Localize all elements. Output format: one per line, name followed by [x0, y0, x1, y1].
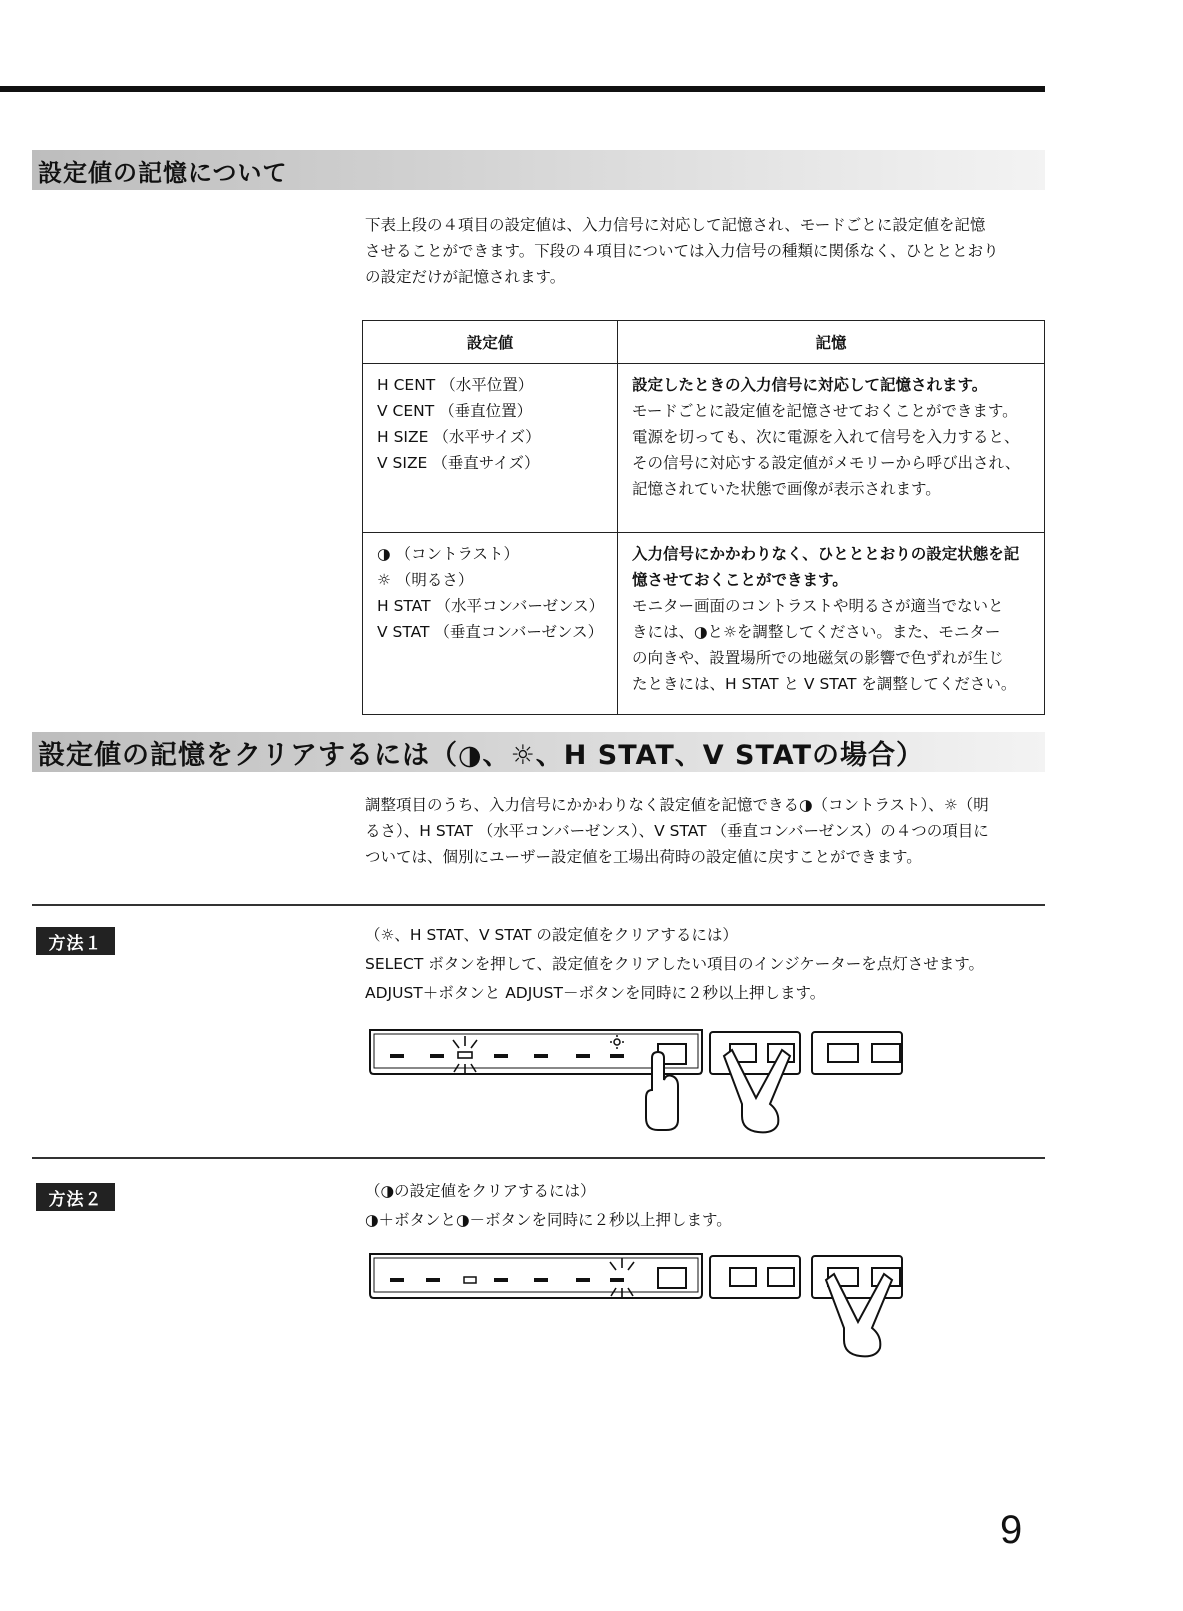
setting-item: H CENT （水平位置）: [377, 376, 534, 394]
table-row: [363, 364, 1045, 533]
table-cell-description: [618, 533, 1045, 715]
indicator-lamps: [390, 1278, 624, 1282]
memory-summary: 入力信号にかかわりなく、ひとととおりの設定状態を記: [632, 545, 1020, 563]
clear-line: ついては、個別にユーザー設定値を工場出荷時の設定値に戻すことができます。: [365, 848, 922, 866]
method2-text: [365, 1177, 1045, 1235]
memory-desc-line: 電源を切っても、次に電源を入れて信号を入力すると、: [632, 428, 1020, 446]
setting-item: H SIZE （水平サイズ）: [377, 428, 541, 446]
contrast-minus-button: [828, 1044, 858, 1062]
setting-item: V SIZE （垂直サイズ）: [377, 454, 540, 472]
memory-desc-line: その信号に対応する設定値がメモリーから呼び出され、: [632, 454, 1021, 472]
memory-desc-line: の向きや、設置場所での地磁気の影響で色ずれが生じ: [632, 649, 1004, 667]
method2-line: ◑＋ボタンと◑－ボタンを同時に２秒以上押します。: [365, 1211, 732, 1229]
clear-paragraph: [365, 792, 1045, 870]
blinking-indicator-icon: [453, 1036, 477, 1074]
indicator-lamp-off: [464, 1277, 476, 1283]
setting-item: V CENT （垂直位置）: [377, 402, 533, 420]
table-cell-items: [363, 533, 618, 715]
table-header-setting: 設定値: [363, 321, 618, 364]
memory-desc-line: たときには、H STAT と V STAT を調整してください。: [632, 675, 1017, 693]
table-cell-description: [618, 364, 1045, 533]
table-cell-items: [363, 364, 618, 533]
page-number: 9: [1000, 1508, 1023, 1552]
section-heading-clear: 設定値の記憶をクリアするには（◑、☼、H STAT、V STATの場合）: [32, 732, 1045, 772]
brightness-icon: [610, 1035, 624, 1049]
memory-desc-line: モードごとに設定値を記憶させておくことができます。: [632, 402, 1018, 420]
method1-line: （☼、H STAT、V STAT の設定値をクリアするには）: [365, 926, 738, 944]
intro-line: の設定だけが記憶されます。: [365, 268, 566, 286]
memory-summary: 設定したときの入力信号に対応して記憶されます。: [632, 376, 988, 394]
method1-line: SELECT ボタンを押して、設定値をクリアしたい項目のインジケーターを点灯させます。: [365, 955, 985, 973]
contrast-plus-button: [872, 1044, 900, 1062]
method-divider: [32, 1157, 1045, 1159]
control-panel-diagram-1: [370, 1028, 950, 1133]
method1-text: [365, 921, 1045, 1008]
clear-line: るさ）、H STAT （水平コンバーゼンス）、V STAT （垂直コンバーゼンス）の４つの項目に: [365, 822, 989, 840]
intro-paragraph: [365, 212, 1045, 290]
settings-table: [362, 320, 1045, 715]
table-row: [363, 533, 1045, 715]
intro-line: 下表上段の４項目の設定値は、入力信号に対応して記憶され、モードごとに設定値を記憶: [365, 216, 986, 234]
top-rule: [0, 86, 1045, 92]
memory-desc-line: モニター画面のコントラストや明るさが適当でないと: [632, 597, 1004, 615]
memory-desc-line: きには、◑と☼を調整してください。また、モニター: [632, 623, 1001, 641]
method2-line: （◑の設定値をクリアするには）: [365, 1182, 596, 1200]
setting-item: H STAT （水平コンバーゼンス）: [377, 597, 605, 615]
indicator-lamps: [390, 1054, 624, 1058]
method2-badge: 方法２: [36, 1183, 115, 1211]
control-panel-diagram-2: [370, 1252, 950, 1362]
section-heading-memory: 設定値の記憶について: [32, 150, 1045, 190]
method1-line: ADJUST＋ボタンと ADJUST－ボタンを同時に２秒以上押します。: [365, 984, 826, 1002]
setting-item: V STAT （垂直コンバーゼンス）: [377, 623, 604, 641]
memory-summary: 憶させておくことができます。: [632, 571, 848, 589]
clear-line: 調整項目のうち、入力信号にかかわりなく設定値を記憶できる◑（コントラスト）、☼（明: [365, 796, 989, 814]
setting-item: ◑ （コントラスト）: [377, 545, 519, 563]
memory-desc-line: 記憶されていた状態で画像が表示されます。: [632, 480, 941, 498]
table-header-memory: 記憶: [618, 321, 1045, 364]
setting-item: ☼ （明るさ）: [377, 571, 474, 589]
method-divider: [32, 904, 1045, 906]
method1-badge: 方法１: [36, 927, 115, 955]
intro-line: させることができます。下段の４項目については入力信号の種類に関係なく、ひとととおり: [365, 242, 999, 260]
